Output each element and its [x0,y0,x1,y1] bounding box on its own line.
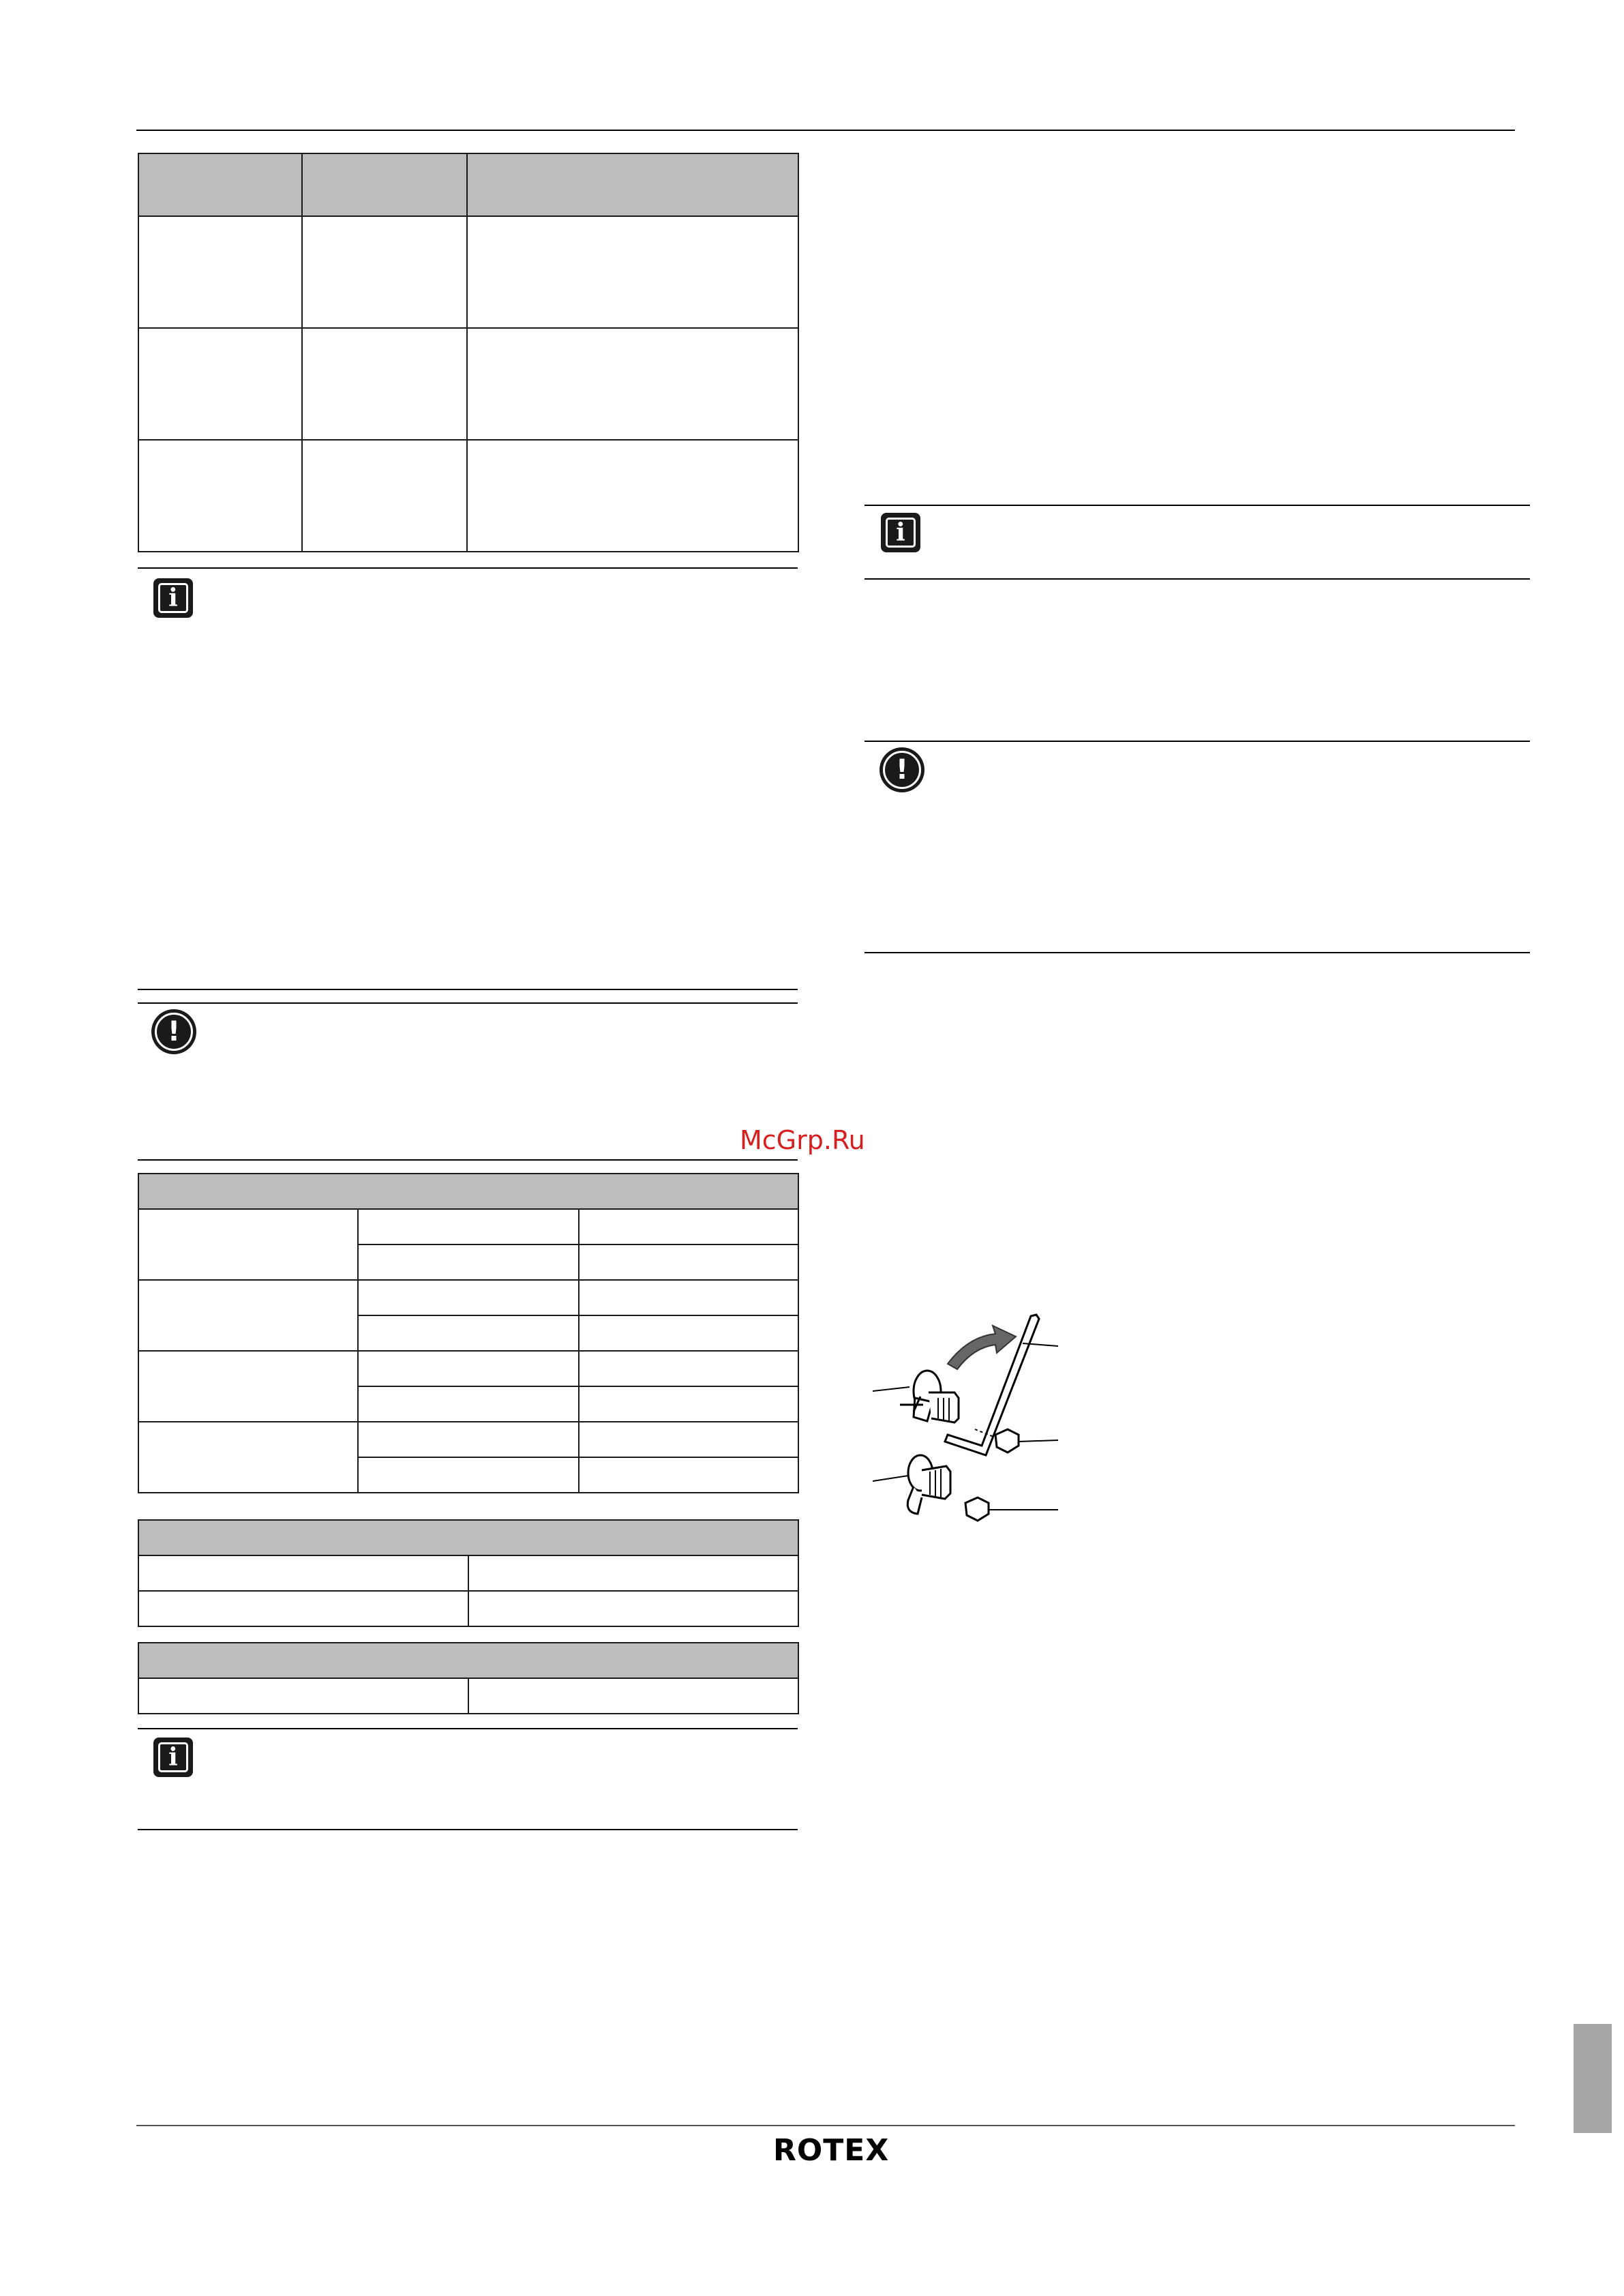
spec-table-c [138,1642,799,1714]
table-row [138,1209,798,1244]
table-top [138,153,799,552]
footer-rule [136,2125,1515,2126]
warning-note-2-bottom-rule [864,952,1530,953]
table-top-header-cell [138,153,302,216]
info-note-3-bottom-rule [864,578,1530,580]
warning-note-2-top-rule [864,741,1530,742]
table-row [138,1678,798,1714]
warning-icon: ! [151,1009,196,1054]
spec-table-c-header [138,1643,798,1678]
table-row [138,1351,798,1386]
info-icon: i [153,578,193,618]
warning-icon: ! [879,747,924,792]
spec-table-b [138,1519,799,1627]
table-row [138,440,798,552]
table-row [138,1280,798,1315]
info-note-2-bottom-rule [138,1829,798,1830]
spec-table-a-header [138,1174,798,1209]
spec-table-a [138,1173,799,1493]
info-note-2-top-rule [138,1728,798,1729]
table-row [138,1591,798,1626]
info-icon: i [153,1738,193,1777]
watermark-text: McGrp.Ru [740,1125,865,1155]
stop-valve-illustration [873,1296,1077,1555]
info-icon: i [881,513,920,552]
table-row [138,1422,798,1457]
turn-arrow-icon [948,1326,1016,1369]
spec-table-b-header [138,1520,798,1555]
warning-note-1-top-rule [138,1002,798,1004]
info-note-1-top-rule [138,567,798,569]
info-note-3-top-rule [864,505,1530,506]
header-rule [136,130,1515,131]
table-top-header-cell [302,153,467,216]
table-row [138,328,798,440]
table-top-header-cell [467,153,798,216]
info-note-1-bottom-rule [138,989,798,990]
chapter-side-tab [1574,2024,1612,2133]
brand-logo: ROTEX [773,2133,890,2168]
valve-cap [965,1497,989,1521]
table-row [138,1555,798,1591]
warning-note-1-bottom-rule [138,1159,798,1161]
table-row [138,216,798,328]
valve-cap [995,1429,1019,1452]
